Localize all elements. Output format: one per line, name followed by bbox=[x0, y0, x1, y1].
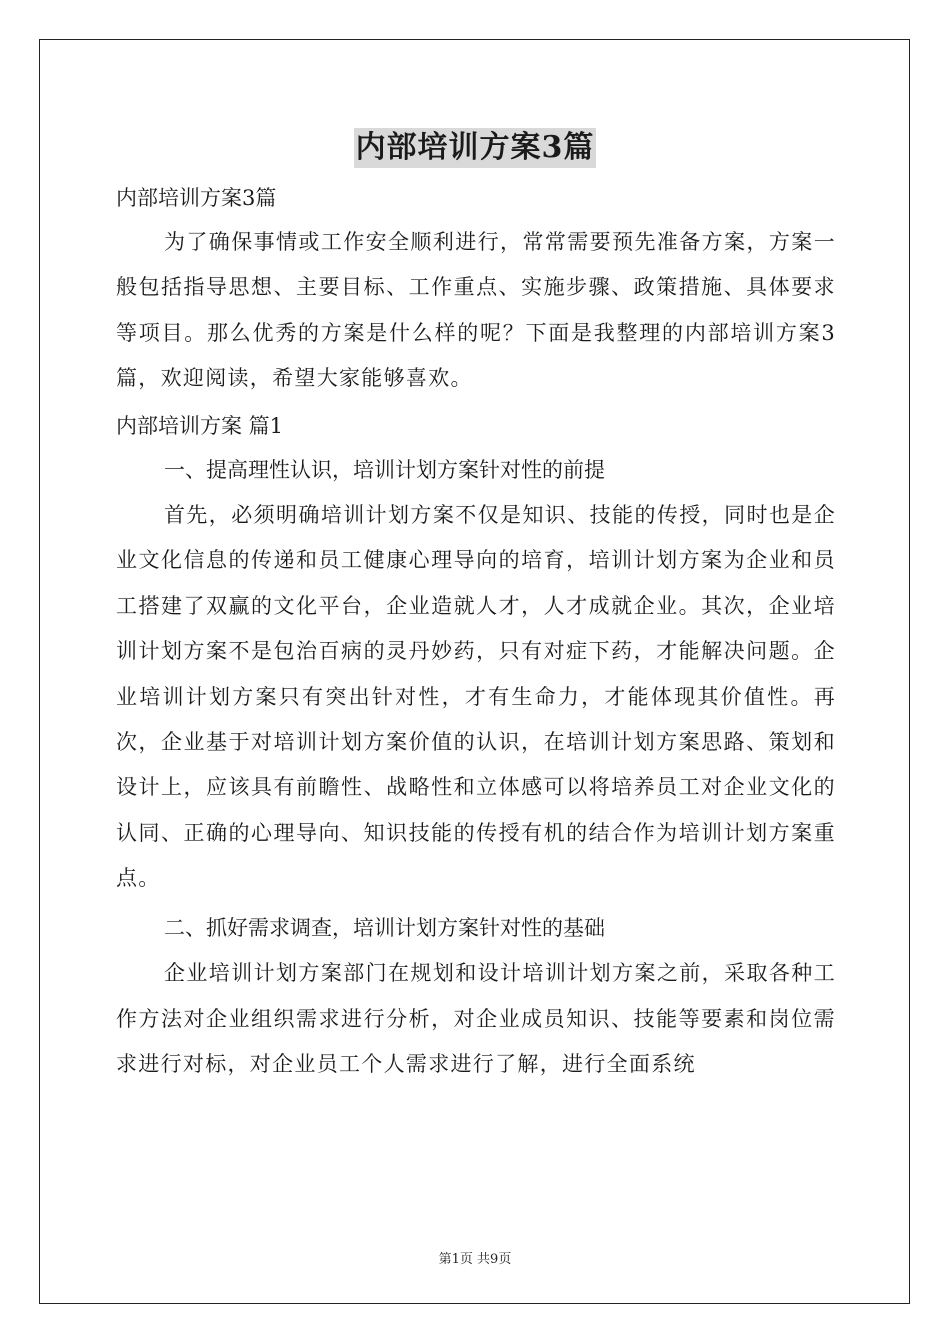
point-heading-1: 一、提高理性认识，培训计划方案针对性的前提 bbox=[164, 457, 605, 482]
document-title: 内部培训方案3篇 bbox=[354, 128, 597, 168]
title-wrap bbox=[0, 128, 950, 168]
point-body-1: 首先，必须明确培训计划方案不仅是知识、技能的传授，同时也是企业文化信息的传递和员工健康心理导向的培育，培训计划方案为企业和员工搭建了双赢的文化平台，企业造就人才，人才成就企业。其次，企业培训计划方案不是包治百病的灵丹妙药，只有对症下药，才能解决问题。企业培训计划方案只有突出针对性，才有生命力，才能体现其价值性。再次，企业基于对培训计划方案价值的认识，在培训计划方案思路、策划和设计上，应该具有前瞻性、战略性和立体感可以将培养员工对企业文化的认同、正确的心理导向、知识技能的传授有机的结合作为培训计划方案重点。 bbox=[116, 503, 836, 891]
subtitle-line: 内部培训方案3篇 bbox=[116, 186, 277, 210]
point-heading-2: 二、抓好需求调查，培训计划方案针对性的基础 bbox=[164, 915, 605, 940]
intro-paragraph: 为了确保事情或工作安全顺利进行，常常需要预先准备方案，方案一般包括指导思想、主要目标、工作重点、实施步骤、政策措施、具体要求等项目。那么优秀的方案是什么样的呢？下面是我整理的内部培训方案3篇，欢迎阅读，希望大家能够喜欢。 bbox=[116, 230, 836, 391]
section-heading: 内部培训方案 篇1 bbox=[116, 413, 284, 438]
document-body bbox=[116, 180, 836, 1087]
point-body-2: 企业培训计划方案部门在规划和设计培训计划方案之前，采取各种工作方法对企业组织需求进行分析，对企业成员知识、技能等要素和岗位需求进行对标，对企业员工个人需求进行了解，进行全面系统 bbox=[116, 961, 836, 1076]
page-footer: 第1页 共9页 bbox=[438, 1252, 512, 1267]
